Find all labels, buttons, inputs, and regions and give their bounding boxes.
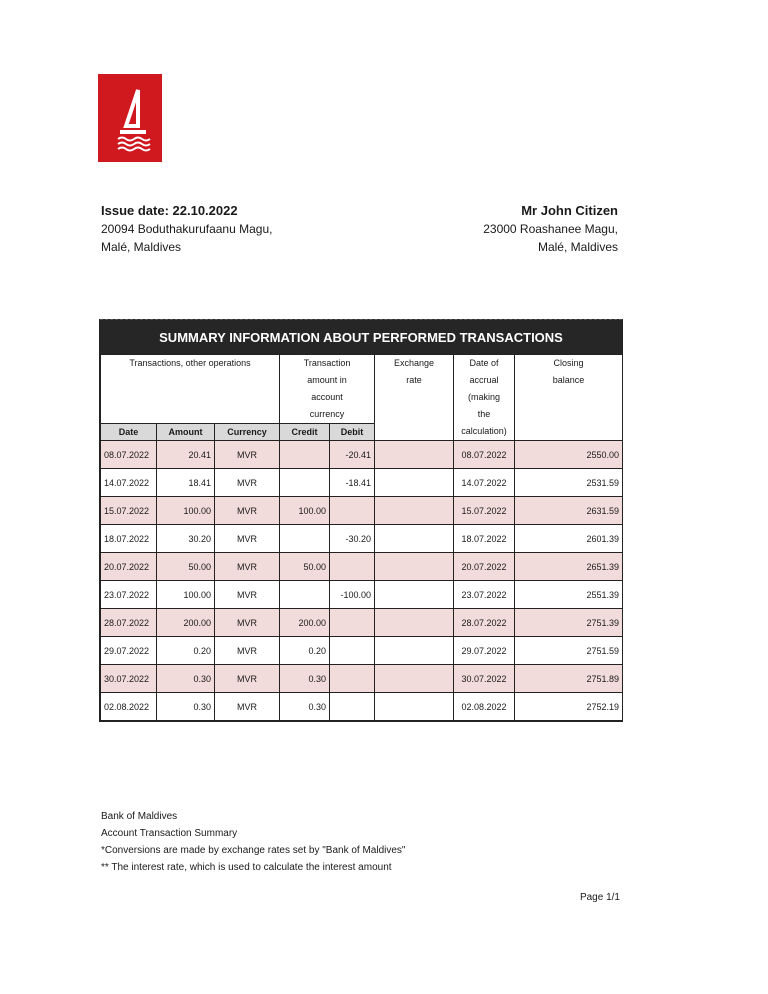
row-debit [330,693,375,721]
row-debit: -30.20 [330,525,375,553]
table-row [101,609,623,637]
subheader-amount: Amount [157,424,215,441]
footer-conversion-note: *Conversions are made by exchange rates set by "Bank of Maldives" [101,845,406,856]
row-currency: MVR [215,469,280,497]
recipient-address-line1: 23000 Roashanee Magu, [483,222,618,236]
row-currency: MVR [215,693,280,721]
recipient-address-line2: Malé, Maldives [537,240,618,254]
row-debit: -100.00 [330,581,375,609]
row-date: 18.07.2022 [101,525,157,553]
table-title: SUMMARY INFORMATION ABOUT PERFORMED TRANSACTIONS [100,319,622,354]
row-closing-balance: 2752.19 [515,693,623,721]
row-amount: 0.30 [157,693,215,721]
row-amount: 50.00 [157,553,215,581]
row-accrual-date: 08.07.2022 [454,441,515,469]
row-debit: -20.41 [330,441,375,469]
issue-date: Issue date: 22.10.2022 [101,203,238,218]
row-currency: MVR [215,497,280,525]
row-closing-balance: 2551.39 [515,581,623,609]
issuer-address-line2: Malé, Maldives [101,240,182,254]
issuer-block [101,202,272,256]
bank-logo [98,74,162,162]
row-credit [280,441,330,469]
row-closing-balance: 2601.39 [515,525,623,553]
row-date: 02.08.2022 [101,693,157,721]
row-exchange-rate [375,441,454,469]
sailboat-icon [98,74,162,162]
row-closing-balance: 2631.59 [515,497,623,525]
row-currency: MVR [215,609,280,637]
row-accrual-date: 02.08.2022 [454,693,515,721]
table-row [101,665,623,693]
row-closing-balance: 2531.59 [515,469,623,497]
row-debit [330,553,375,581]
row-date: 28.07.2022 [101,609,157,637]
table-row [101,581,623,609]
row-credit: 0.30 [280,665,330,693]
footer-bank-name: Bank of Maldives [101,811,178,822]
row-exchange-rate [375,693,454,721]
row-amount: 18.41 [157,469,215,497]
row-exchange-rate [375,609,454,637]
row-accrual-date: 18.07.2022 [454,525,515,553]
row-accrual-date: 28.07.2022 [454,609,515,637]
footer-interest-note: ** The interest rate, which is used to calculate the interest amount [101,862,392,873]
subheader-debit: Debit [330,424,375,441]
row-date: 29.07.2022 [101,637,157,665]
row-date: 20.07.2022 [101,553,157,581]
table-row [101,469,623,497]
row-accrual-date: 14.07.2022 [454,469,515,497]
footer-notes [101,808,405,876]
row-closing-balance: 2651.39 [515,553,623,581]
subheader-date: Date [101,424,157,441]
row-currency: MVR [215,665,280,693]
row-accrual-date: 20.07.2022 [454,553,515,581]
row-amount: 0.20 [157,637,215,665]
row-debit [330,609,375,637]
row-debit [330,637,375,665]
issuer-address-line1: 20094 Boduthakurufaanu Magu, [101,222,273,236]
table-row [101,497,623,525]
row-currency: MVR [215,441,280,469]
subheader-credit: Credit [280,424,330,441]
row-credit [280,525,330,553]
header-date-of-accrual: Date of accrual (making the calculation) [454,355,515,441]
row-credit: 0.20 [280,637,330,665]
row-date: 23.07.2022 [101,581,157,609]
header-transactions: Transactions, other operations [101,355,280,424]
row-date: 14.07.2022 [101,469,157,497]
table-row [101,693,623,721]
row-closing-balance: 2751.89 [515,665,623,693]
row-amount: 30.20 [157,525,215,553]
header-transaction-amount: Transaction amount in account currency [280,355,375,424]
row-date: 08.07.2022 [101,441,157,469]
row-credit: 50.00 [280,553,330,581]
row-debit [330,497,375,525]
transactions-table [99,319,623,722]
table-row [101,441,623,469]
row-exchange-rate [375,581,454,609]
table-body [101,441,623,721]
row-date: 30.07.2022 [101,665,157,693]
row-closing-balance: 2751.39 [515,609,623,637]
row-amount: 100.00 [157,497,215,525]
row-currency: MVR [215,553,280,581]
page-number: Page 1/1 [579,892,620,903]
recipient-name: Mr John Citizen [521,203,618,218]
table-row [101,525,623,553]
row-exchange-rate [375,525,454,553]
row-debit [330,665,375,693]
footer-summary-title: Account Transaction Summary [101,828,238,839]
row-currency: MVR [215,637,280,665]
header-exchange-rate: Exchange rate [375,355,454,441]
row-currency: MVR [215,525,280,553]
row-amount: 100.00 [157,581,215,609]
row-amount: 20.41 [157,441,215,469]
row-credit [280,581,330,609]
row-debit: -18.41 [330,469,375,497]
row-accrual-date: 15.07.2022 [454,497,515,525]
row-closing-balance: 2751.59 [515,637,623,665]
row-credit: 200.00 [280,609,330,637]
row-exchange-rate [375,497,454,525]
row-date: 15.07.2022 [101,497,157,525]
subheader-currency: Currency [215,424,280,441]
table-row [101,637,623,665]
row-accrual-date: 30.07.2022 [454,665,515,693]
row-exchange-rate [375,637,454,665]
row-credit: 100.00 [280,497,330,525]
row-accrual-date: 23.07.2022 [454,581,515,609]
row-exchange-rate [375,469,454,497]
row-exchange-rate [375,553,454,581]
row-closing-balance: 2550.00 [515,441,623,469]
row-credit [280,469,330,497]
row-exchange-rate [375,665,454,693]
row-currency: MVR [215,581,280,609]
row-amount: 200.00 [157,609,215,637]
table-row [101,553,623,581]
row-amount: 0.30 [157,665,215,693]
row-credit: 0.30 [280,693,330,721]
header-closing-balance: Closing balance [515,355,623,441]
recipient-block [483,202,618,256]
row-accrual-date: 29.07.2022 [454,637,515,665]
